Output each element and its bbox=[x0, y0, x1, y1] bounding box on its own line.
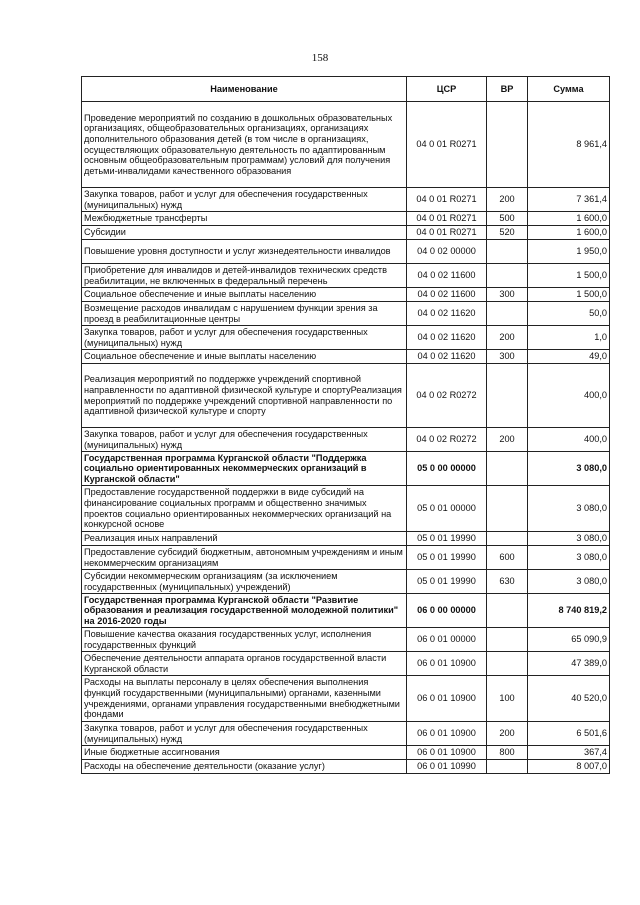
row-name: Субсидии bbox=[82, 226, 407, 240]
table-row bbox=[82, 188, 610, 212]
row-csr: 04 0 02 11620 bbox=[407, 326, 487, 350]
row-csr: 04 0 02 R0272 bbox=[407, 364, 487, 428]
row-csr: 04 0 01 R0271 bbox=[407, 188, 487, 212]
row-vr: 100 bbox=[487, 676, 528, 722]
row-name: Закупка товаров, работ и услуг для обеспечения государственных (муниципальных) нужд bbox=[82, 428, 407, 452]
row-sum: 1 500,0 bbox=[528, 288, 610, 302]
row-vr: 200 bbox=[487, 188, 528, 212]
table-row bbox=[82, 428, 610, 452]
row-name: Проведение мероприятий по созданию в дошкольных образовательных организациях, общеобразовательных организациях, организациях дополнительного образования детей (в том числе в организациях, осуществляющих образовательную деятельность по адаптированным основным общеобразовательным программам) условий для получения детьми-инвалидами качественного образования bbox=[82, 102, 407, 188]
row-sum: 400,0 bbox=[528, 428, 610, 452]
row-name: Обеспечение деятельности аппарата органов государственной власти Курганской области bbox=[82, 652, 407, 676]
row-vr: 600 bbox=[487, 546, 528, 570]
row-csr: 05 0 01 19990 bbox=[407, 570, 487, 594]
row-vr bbox=[487, 628, 528, 652]
row-name: Закупка товаров, работ и услуг для обеспечения государственных (муниципальных) нужд bbox=[82, 188, 407, 212]
row-vr: 200 bbox=[487, 428, 528, 452]
row-csr: 06 0 00 00000 bbox=[407, 594, 487, 628]
row-name: Государственная программа Курганской области "Поддержка социально ориентированных некоммерческих организаций в Курганской области" bbox=[82, 452, 407, 486]
row-vr: 200 bbox=[487, 722, 528, 746]
row-sum: 1 600,0 bbox=[528, 226, 610, 240]
row-csr: 04 0 02 R0272 bbox=[407, 428, 487, 452]
row-vr: 630 bbox=[487, 570, 528, 594]
row-csr: 06 0 01 10900 bbox=[407, 652, 487, 676]
table-row bbox=[82, 102, 610, 188]
row-sum: 1 500,0 bbox=[528, 264, 610, 288]
row-name: Повышение качества оказания государственных услуг, исполнения государственных функций bbox=[82, 628, 407, 652]
table-row bbox=[82, 302, 610, 326]
table-row bbox=[82, 350, 610, 364]
row-vr bbox=[487, 302, 528, 326]
row-csr: 04 0 02 11600 bbox=[407, 264, 487, 288]
row-csr: 04 0 01 R0271 bbox=[407, 212, 487, 226]
table-row bbox=[82, 264, 610, 288]
row-sum: 1 600,0 bbox=[528, 212, 610, 226]
table-row bbox=[82, 594, 610, 628]
table-row bbox=[82, 676, 610, 722]
row-sum: 8 740 819,2 bbox=[528, 594, 610, 628]
row-csr: 06 0 01 10900 bbox=[407, 746, 487, 760]
row-vr bbox=[487, 240, 528, 264]
row-vr bbox=[487, 760, 528, 774]
row-csr: 05 0 01 19990 bbox=[407, 546, 487, 570]
row-sum: 1,0 bbox=[528, 326, 610, 350]
table-row bbox=[82, 652, 610, 676]
row-name: Иные бюджетные ассигнования bbox=[82, 746, 407, 760]
row-sum: 8 007,0 bbox=[528, 760, 610, 774]
row-name: Возмещение расходов инвалидам с нарушением функции зрения за проезд в реабилитационные центры bbox=[82, 302, 407, 326]
row-name: Расходы на выплаты персоналу в целях обеспечения выполнения функций государственными (муниципальными) органами, казенными учреждениями, органами управления государственными внебюджетными фондами bbox=[82, 676, 407, 722]
row-sum: 65 090,9 bbox=[528, 628, 610, 652]
row-csr: 06 0 01 10900 bbox=[407, 676, 487, 722]
row-name: Повышение уровня доступности и услуг жизнедеятельности инвалидов bbox=[82, 240, 407, 264]
table-row bbox=[82, 546, 610, 570]
row-csr: 06 0 01 10900 bbox=[407, 722, 487, 746]
table-header-row bbox=[82, 77, 610, 102]
row-sum: 400,0 bbox=[528, 364, 610, 428]
row-vr bbox=[487, 452, 528, 486]
table-row bbox=[82, 570, 610, 594]
row-name: Предоставление субсидий бюджетным, автономным учреждениям и иным некоммерческим организациям bbox=[82, 546, 407, 570]
row-name: Социальное обеспечение и иные выплаты населению bbox=[82, 350, 407, 364]
row-sum: 50,0 bbox=[528, 302, 610, 326]
row-name: Реализация мероприятий по поддержке учреждений спортивной направленности по адаптивной физической культуре и спортуРеализация мероприятий по поддержке учреждений спортивной направленности по адаптивной физической культуре и спорту bbox=[82, 364, 407, 428]
header-csr: ЦСР bbox=[407, 77, 487, 102]
row-vr: 800 bbox=[487, 746, 528, 760]
row-name: Приобретение для инвалидов и детей-инвалидов технических средств реабилитации, не включенных в федеральный перечень bbox=[82, 264, 407, 288]
row-vr bbox=[487, 486, 528, 532]
table-row bbox=[82, 364, 610, 428]
row-vr: 300 bbox=[487, 288, 528, 302]
table-row bbox=[82, 452, 610, 486]
row-sum: 3 080,0 bbox=[528, 486, 610, 532]
row-vr bbox=[487, 652, 528, 676]
row-vr: 500 bbox=[487, 212, 528, 226]
row-sum: 3 080,0 bbox=[528, 452, 610, 486]
budget-table bbox=[81, 76, 610, 774]
header-name: Наименование bbox=[82, 77, 407, 102]
row-sum: 47 389,0 bbox=[528, 652, 610, 676]
table-row bbox=[82, 240, 610, 264]
row-name: Социальное обеспечение и иные выплаты населению bbox=[82, 288, 407, 302]
table-row bbox=[82, 628, 610, 652]
table-body bbox=[82, 102, 610, 774]
header-vr: ВР bbox=[487, 77, 528, 102]
table-row bbox=[82, 760, 610, 774]
table-row bbox=[82, 212, 610, 226]
row-csr: 05 0 00 00000 bbox=[407, 452, 487, 486]
row-sum: 8 961,4 bbox=[528, 102, 610, 188]
row-name: Расходы на обеспечение деятельности (оказание услуг) bbox=[82, 760, 407, 774]
row-vr bbox=[487, 264, 528, 288]
header-sum: Сумма bbox=[528, 77, 610, 102]
page-number: 158 bbox=[311, 52, 329, 64]
row-csr: 05 0 01 00000 bbox=[407, 486, 487, 532]
table-row bbox=[82, 532, 610, 546]
row-csr: 04 0 02 00000 bbox=[407, 240, 487, 264]
row-sum: 7 361,4 bbox=[528, 188, 610, 212]
row-sum: 40 520,0 bbox=[528, 676, 610, 722]
row-sum: 3 080,0 bbox=[528, 570, 610, 594]
row-csr: 04 0 01 R0271 bbox=[407, 226, 487, 240]
row-csr: 04 0 02 11600 bbox=[407, 288, 487, 302]
row-vr: 520 bbox=[487, 226, 528, 240]
row-csr: 04 0 02 11620 bbox=[407, 350, 487, 364]
row-sum: 367,4 bbox=[528, 746, 610, 760]
table-row bbox=[82, 326, 610, 350]
row-sum: 3 080,0 bbox=[528, 532, 610, 546]
row-sum: 6 501,6 bbox=[528, 722, 610, 746]
row-csr: 06 0 01 10990 bbox=[407, 760, 487, 774]
row-csr: 04 0 02 11620 bbox=[407, 302, 487, 326]
row-vr: 200 bbox=[487, 326, 528, 350]
row-csr: 06 0 01 00000 bbox=[407, 628, 487, 652]
row-name: Закупка товаров, работ и услуг для обеспечения государственных (муниципальных) нужд bbox=[82, 722, 407, 746]
row-name: Реализация иных направлений bbox=[82, 532, 407, 546]
table-row bbox=[82, 722, 610, 746]
row-csr: 04 0 01 R0271 bbox=[407, 102, 487, 188]
row-csr: 05 0 01 19990 bbox=[407, 532, 487, 546]
row-name: Государственная программа Курганской области "Развитие образования и реализация государственной молодежной политики" на 2016-2020 годы bbox=[82, 594, 407, 628]
row-name: Межбюджетные трансферты bbox=[82, 212, 407, 226]
row-vr bbox=[487, 594, 528, 628]
table-row bbox=[82, 226, 610, 240]
row-name: Закупка товаров, работ и услуг для обеспечения государственных (муниципальных) нужд bbox=[82, 326, 407, 350]
row-vr bbox=[487, 364, 528, 428]
table-row bbox=[82, 486, 610, 532]
row-sum: 49,0 bbox=[528, 350, 610, 364]
row-vr: 300 bbox=[487, 350, 528, 364]
row-vr bbox=[487, 102, 528, 188]
row-name: Субсидии некоммерческим организациям (за исключением государственных (муниципальных) учреждений) bbox=[82, 570, 407, 594]
row-sum: 1 950,0 bbox=[528, 240, 610, 264]
table-row bbox=[82, 746, 610, 760]
row-vr bbox=[487, 532, 528, 546]
row-name: Предоставление государственной поддержки в виде субсидий на финансирование социальных программ и общественно значимых проектов социально ориентированных некоммерческих организаций на конкурсной основе bbox=[82, 486, 407, 532]
row-sum: 3 080,0 bbox=[528, 546, 610, 570]
table-row bbox=[82, 288, 610, 302]
